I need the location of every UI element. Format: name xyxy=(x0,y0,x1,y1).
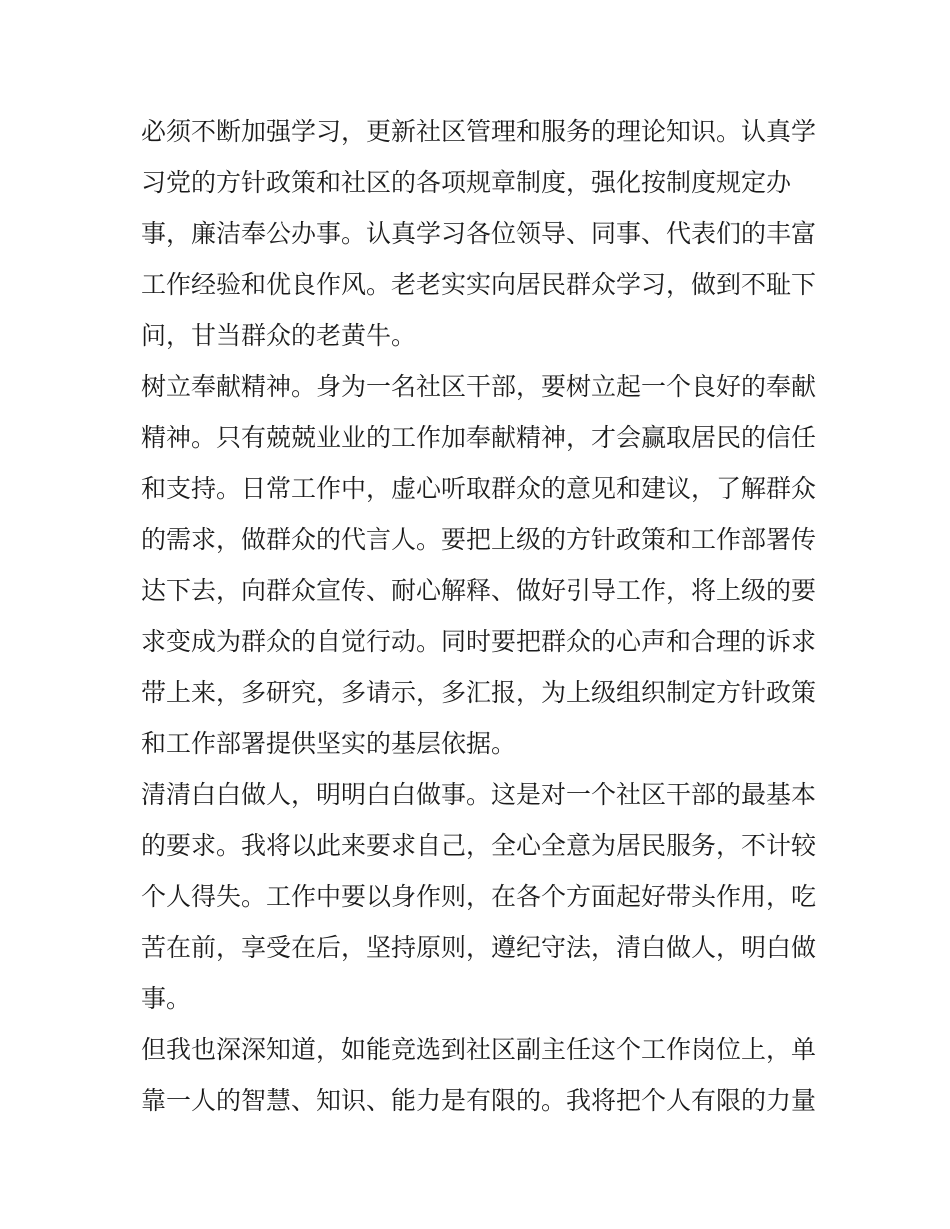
text-line: 事，廉洁奉公办事。认真学习各位领导、同事、代表们的丰富 xyxy=(141,219,817,248)
document-body xyxy=(141,106,821,1126)
text-line: 问，甘当群众的老黄牛。 xyxy=(141,321,417,350)
text-line: 带上来，多研究，多请示，多汇报，为上级组织制定方针政策 xyxy=(141,678,817,707)
text-line: 和支持。日常工作中，虚心听取群众的意见和建议，了解群众 xyxy=(141,474,817,503)
text-line: 的需求，做群众的代言人。要把上级的方针政策和工作部署传 xyxy=(141,525,817,554)
text-line: 求变成为群众的自觉行动。同时要把群众的心声和合理的诉求 xyxy=(141,627,817,656)
text-line: 精神。只有兢兢业业的工作加奉献精神，才会赢取居民的信任 xyxy=(141,423,817,452)
text-line: 的要求。我将以此来要求自己，全心全意为居民服务，不计较 xyxy=(141,831,817,860)
text-line: 习党的方针政策和社区的各项规章制度，强化按制度规定办 xyxy=(141,168,792,197)
text-line: 清清白白做人，明明白白做事。这是对一个社区干部的最基本 xyxy=(141,780,817,809)
text-line: 苦在前，享受在后，坚持原则，遵纪守法，清白做人，明白做 xyxy=(141,933,817,962)
text-line: 达下去，向群众宣传、耐心解释、做好引导工作，将上级的要 xyxy=(141,576,817,605)
text-line: 事。 xyxy=(141,984,192,1013)
text-line: 工作经验和优良作风。老老实实向居民群众学习，做到不耻下 xyxy=(141,270,817,299)
text-line: 靠一人的智慧、知识、能力是有限的。我将把个人有限的力量 xyxy=(141,1086,817,1115)
text-line: 个人得失。工作中要以身作则，在各个方面起好带头作用，吃 xyxy=(141,882,817,911)
text-line: 和工作部署提供坚实的基层依据。 xyxy=(141,729,517,758)
text-line: 但我也深深知道，如能竞选到社区副主任这个工作岗位上，单 xyxy=(141,1035,817,1064)
text-line: 必须不断加强学习，更新社区管理和服务的理论知识。认真学 xyxy=(141,117,817,146)
text-line: 树立奉献精神。身为一名社区干部，要树立起一个良好的奉献 xyxy=(141,372,817,401)
